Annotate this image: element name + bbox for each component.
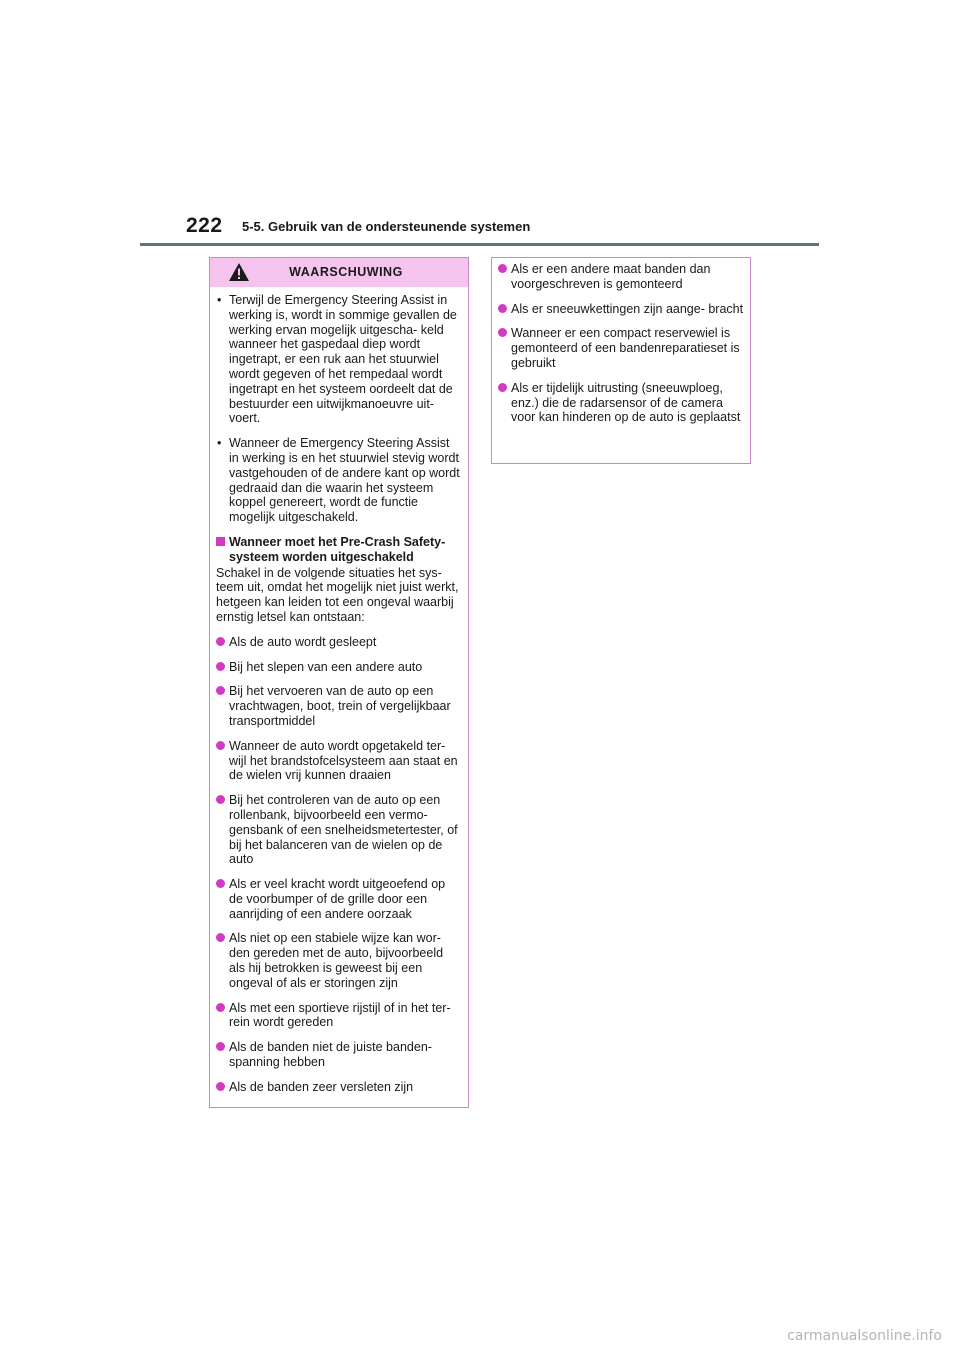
square-bullet-icon [216, 537, 225, 546]
list-item [216, 931, 462, 990]
header-rule [140, 243, 819, 246]
continuation-box [491, 257, 751, 464]
list-item [216, 1080, 462, 1095]
continuation-content [492, 258, 750, 425]
list-item [498, 262, 744, 292]
bullet-dot-icon [216, 741, 225, 750]
list-item-text: Als er tijdelijk uitrusting (sneeuwploeg, enz.) die de radarsensor of de camera voor kan hinderen op de auto is geplaatst [511, 380, 741, 425]
list-item [216, 793, 462, 867]
warning-box [209, 257, 469, 1108]
list-item [216, 739, 462, 783]
list-item [498, 381, 744, 425]
bullet-dot-icon [498, 264, 507, 273]
bullet-dot-icon [498, 328, 507, 337]
warning-triangle-icon [228, 262, 250, 282]
bullet-dot-icon [216, 662, 225, 671]
subheading [216, 535, 462, 565]
list-item-text: Als de auto wordt gesleept [229, 634, 377, 649]
dash-item [216, 293, 462, 426]
list-item-text: Wanneer er een compact reservewiel is gemonteerd of een bandenreparatieset is gebruikt [511, 326, 740, 370]
list-item [216, 660, 462, 675]
list-item-text: Als niet op een stabiele wijze kan wor- den gereden met de auto, bijvoorbeeld als hij betrokken is geweest bij een ongeval of als er storingen zijn [229, 931, 444, 990]
list-item [216, 635, 462, 650]
bullet-dot-icon [216, 933, 225, 942]
warning-title: WAARSCHUWING [289, 265, 403, 280]
watermark: carmanualsonline.info [787, 1328, 942, 1344]
subheading-text: Wanneer moet het Pre-Crash Safety- systeem worden uitgeschakeld [229, 534, 446, 564]
bullet-dot-icon [216, 795, 225, 804]
list-item [216, 1040, 462, 1070]
intro-paragraph: Schakel in de volgende situaties het sys- teem uit, omdat het mogelijk niet juist werkt, hetgeen kan leiden tot een ongeval waarbij ernstig letsel kan ontstaan: [216, 565, 459, 624]
bullet-dot-icon [216, 686, 225, 695]
list-item-text: Als er veel kracht wordt uitgeoefend op de voorbumper of de grille door een aanrijding of een andere oorzaak [229, 877, 446, 921]
list-item [498, 302, 744, 317]
list-item-text: Bij het controleren van de auto op een rollenbank, bijvoorbeeld een vermo- gensbank of een snelheidsmetertester, of bij het balanceren van de wielen op de auto [229, 793, 458, 867]
bullet-dot-icon [498, 383, 507, 392]
list-item [216, 1001, 462, 1031]
bullet-dot-icon [216, 1082, 225, 1091]
dash-item-text: Wanneer de Emergency Steering Assist in werking is en het stuurwiel stevig wordt vastgehouden of de andere kant op wordt gedraaid dan die waarin het systeem koppel genereert, wordt de functie mogelijk uitgeschakeld. [229, 436, 460, 525]
list-item-text: Bij het slepen van een andere auto [229, 659, 423, 674]
warning-header [210, 258, 468, 287]
section-title: 5-5. Gebruik van de ondersteunende systemen [242, 219, 531, 234]
dash-marker: • [217, 293, 222, 307]
dash-item-text: Terwijl de Emergency Steering Assist in werking is, wordt in sommige gevallen de werking ervan mogelijk uitgescha- keld wanneer het gaspedaal diep wordt ingetrapt, er een ruk aan het stuurwiel wordt gegeven of het rempedaal wordt ingetrapt en het systeem oordeelt dat de bestuurder een uitwijkmanoeuvre uit- voert. [229, 293, 457, 426]
list-item-text: Bij het vervoeren van de auto op een vrachtwagen, boot, trein of vergelijkbaar transportmiddel [229, 684, 451, 728]
dash-marker: • [217, 436, 222, 451]
list-item [216, 684, 462, 728]
list-item [216, 877, 462, 921]
list-item [498, 326, 744, 370]
dash-item [216, 436, 462, 525]
page-number: 222 [186, 214, 223, 237]
list-item-text: Als de banden niet de juiste banden- spanning hebben [229, 1040, 432, 1070]
list-item-text: Als met een sportieve rijstijl of in het ter- rein wordt gereden [229, 1000, 451, 1030]
list-item-text: Als de banden zeer versleten zijn [229, 1079, 414, 1094]
list-item-text: Als er een andere maat banden dan voorgeschreven is gemonteerd [511, 262, 711, 291]
bullet-dot-icon [216, 879, 225, 888]
list-item-text: Als er sneeuwkettingen zijn aange- bracht [511, 301, 744, 316]
bullet-dot-icon [216, 1003, 225, 1012]
bullet-dot-icon [498, 304, 507, 313]
bullet-dot-icon [216, 637, 225, 646]
bullet-dot-icon [216, 1042, 225, 1051]
list-item-text: Wanneer de auto wordt opgetakeld ter- wijl het brandstofcelsysteem aan staat en de wielen vrij kunnen draaien [229, 738, 458, 783]
warning-content [210, 287, 468, 1095]
